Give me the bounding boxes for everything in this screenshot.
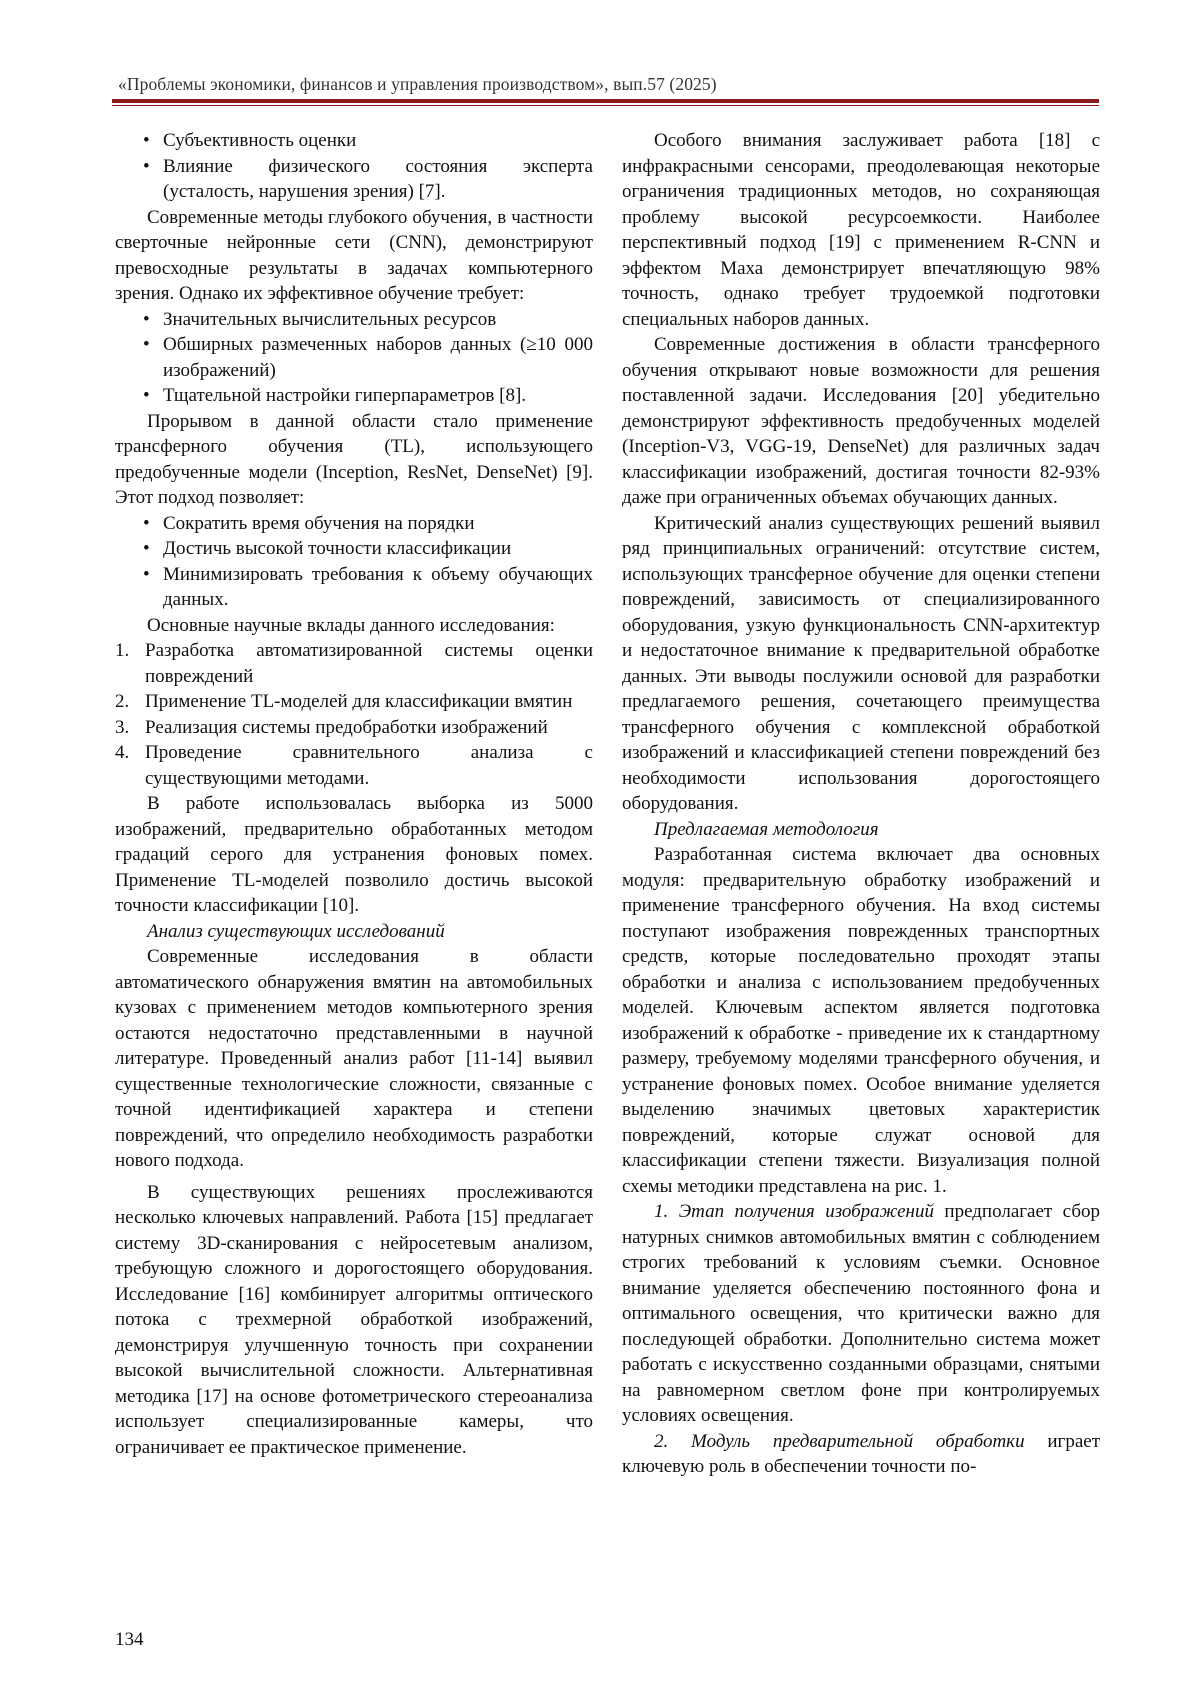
right-column [622, 128, 1100, 1480]
paragraph: Современные методы глубокого обучения, в частности сверточные нейронные сети (CNN), демонстрируют превосходные результаты в задачах компьютерного зрения. Однако их эффективное обучение требует: [115, 206, 593, 304]
bullet-list-requirements [115, 307, 593, 409]
section-heading-analysis: Анализ существующих исследований [147, 920, 445, 942]
header-rule-thick [112, 99, 1099, 103]
paragraph: Критический анализ существующих решений выявил ряд принципиальных ограничений: отсутствие систем, использующих трансферное обучение для оценки степени повреждений, зависимость от специализированного оборудования, узкую функциональность CNN-архитектур и недостаточное внимание к предварительной обработке данных. Эти выводы послужили основой для разработки предлагаемого решения, сочетающего преимущества трансферного обучения с комплексной обработкой изображений и классификацией степени повреждений без необходимости использования дорогостоящего оборудования. [622, 512, 1100, 814]
list-item: • Субъективность оценки [115, 128, 593, 154]
list-item: • Минимизировать требования к объему обучающих данных. [115, 562, 593, 613]
list-item: • Тщательной настройки гиперпараметров [8]. [115, 383, 593, 409]
list-item: 2. Применение TL-моделей для классификации вмятин [115, 691, 573, 712]
list-item: 3. Реализация системы предобработки изображений [115, 716, 548, 738]
stage-title: 1. Этап получения изображений [654, 1201, 934, 1222]
paragraph: Прорывом в данной области стало применение трансферного обучения (TL), использующего предобученные модели (Inception, ResNet, DenseNet) [9]. Этот подход позволяет: [115, 410, 593, 508]
paragraph: Основные научные вклады данного исследования: [147, 614, 555, 636]
paragraph: Особого внимания заслуживает работа [18] с инфракрасными сенсорами, преодолевающая некоторые ограничения традиционных методов, но сохраняющая проблему высокой ресурсоемкости. Наиболее перспективный подход [19] с применением R-CNN и эффектом Маха демонстрирует впечатляющую 98% точность, однако требует трудоемкой подготовки специальных наборов данных. [622, 130, 1100, 330]
list-item: • Влияние физического состояния эксперта (усталость, нарушения зрения) [7]. [115, 154, 593, 205]
numbered-list-contributions [115, 638, 593, 791]
paragraph: Современные достижения в области трансферного обучения открывают новые возможности для решения поставленной задачи. Исследования [20] убедительно демонстрируют эффективность предобученных моделей (Inception-V3, VGG-19, DenseNet) для различных задач классификации изображений, достигая точности 82-93% даже при ограниченных объемах обучающих данных. [622, 334, 1100, 508]
list-item: • Обширных размеченных наборов данных (≥10 000 изображений) [115, 332, 593, 383]
list-item: 4. Проведение сравнительного анализа с существующими методами. [115, 742, 593, 789]
list-item: • Значительных вычислительных ресурсов [115, 307, 593, 333]
list-item: 1. Разработка автоматизированной системы оценки повреждений [115, 640, 593, 687]
paragraph: 1. Этап получения изображений предполагает сбор натурных снимков автомобильных вмятин с соблюдением строгих требований к условиям съемки. Основное внимание уделяется обеспечению постоянного фона и оптимального освещения, что критически важно для последующей обработки. Дополнительно система может работать с искусственно созданными образцами, снятыми на равномерном светлом фоне при контролируемых условиях освещения. [622, 1201, 1100, 1426]
list-item: • Сократить время обучения на порядки [115, 511, 593, 537]
bullet-list-benefits [115, 511, 593, 613]
journal-header: «Проблемы экономики, финансов и управления производством», вып.57 (2025) [118, 74, 717, 94]
stage-title: 2. Модуль предварительной обработки [654, 1430, 1025, 1452]
bullet-list-assessment [115, 128, 593, 205]
paragraph: Разработанная система включает два основных модуля: предварительную обработку изображений и применение трансферного обучения. На вход системы поступают изображения поврежденных транспортных средств, которые последовательно проходят этапы обработки и анализа с использованием предобученных моделей. Ключевым аспектом является подготовка изображений к обработке - приведение их к стандартному размеру, требуемому моделями трансферного обучения, и устранение фоновых помех. Особое внимание уделяется выделению значимых цветовых характеристик повреждений, которые служат основой для классификации степени тяжести. Визуализация полной схемы методики представлена на рис. 1. [622, 844, 1100, 1197]
paragraph: 2. Модуль предварительной обработки играет ключевую роль в обеспечении точности по- [622, 1430, 1100, 1477]
paragraph: Современные исследования в области автоматического обнаружения вмятин на автомобильных кузовах с применением методов компьютерного зрения остаются недостаточно представленными в научной литературе. Проведенный анализ работ [11-14] выявил существенные технологические сложности, связанные с точной идентификацией характера и степени повреждений, что определило необходимость разработки нового подхода. [115, 946, 593, 1171]
paragraph: В существующих решениях прослеживаются несколько ключевых направлений. Работа [15] предлагает систему 3D-сканирования с нейросетевым анализом, требующую сложного и дорогостоящего оборудования. Исследование [16] комбинирует алгоритмы оптического потока с трехмерной обработкой изображений, демонстрируя улучшенную точность при сохранении высокой вычислительной сложности. Альтернативная методика [17] на основе фотометрического стереоанализа использует специализированные камеры, что ограничивает ее практическое применение. [115, 1181, 593, 1458]
list-item: • Достичь высокой точности классификации [115, 536, 593, 562]
header-rule-thin [112, 105, 1099, 106]
page-number: 134 [115, 1629, 144, 1650]
left-column [115, 128, 593, 1460]
paragraph: В работе использовалась выборка из 5000 изображений, предварительно обработанных методом градаций серого для устранения фоновых помех. Применение TL-моделей позволило достичь высокой точности классификации [10]. [115, 793, 593, 916]
section-heading-methodology: Предлагаемая методология [654, 818, 879, 840]
